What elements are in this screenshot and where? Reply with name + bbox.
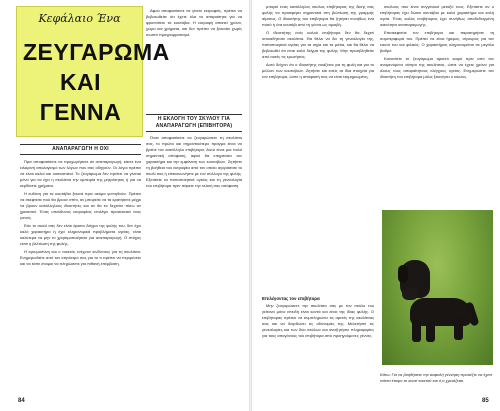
chapter-title-line2: ΚΑΙ ΓΕΝΝΑ <box>39 69 122 125</box>
right-col1-body <box>262 4 374 294</box>
right-col1-paragraph-a: μπορεί ένας κατάλληλος σκύλος επιβήτορας της δικής σας φυλής να προσφέρει σημαντικά στη βελτίωση της γραμμής αίματος. Ο ιδιοκτήτης του επιβήτορα θα ζητήσει συνήθως ένα ποσό ή ένα κουτάβι από τη γέννα ως αμοιβή. <box>262 4 374 27</box>
right-col1-paragraph-b: Ο ιδιοκτήτης ενός καλού επιβήτορα δεν θα δεχτεί οποιαδήποτε σκυλίτσα. Θα θέλει να δει τη γενεαλογία της, πιστοποιητικά υγείας για τα ισχία και τα μάτια, και θα θέλει να βεβαιωθεί ότι είναι καλό δείγμα της φυλής. Μην προσβληθείτε από αυτές τις ερωτήσεις. <box>262 30 374 59</box>
right-col1-body-2 <box>262 303 374 395</box>
left-col1-body <box>20 159 141 391</box>
page-number-left: 84 <box>18 398 25 404</box>
chapter-label: Κεφάλαιο Ένα <box>38 12 121 25</box>
dog-ear <box>398 265 408 283</box>
chapter-title-box <box>16 6 170 137</box>
intro-paragraph: Αφού αποφασίσετε να γίνετε εκτροφείς, πρέπει να βεβαιωθείτε ότι έχετε όλα τα απαραίτητα για να φροντίσετε τα κουτάβια. Η εκτροφή απαιτεί χρόνο, χώρο και χρήματα, και δεν πρέπει να ξεκινάει χωρίς σωστό προγραμματισμό. <box>146 8 242 37</box>
section1-paragraph-a: Πριν αποφασίσετε να προχωρήσετε σε αναπαραγωγή, κάντε ένα ειλικρινή απολογισμό των λόγων που σας οδηγούν. Οι λόγοι πρέπει να είναι καλοί και ουσιαστικοί. Το ζευγάρωμα δεν πρέπει να γίνεται μόνο για να έχει η σκυλίτσα την εμπειρία της μητρότητας ή για να κερδίσετε χρήματα. <box>20 159 141 188</box>
page-number-right: 85 <box>482 398 489 404</box>
right-col1-paragraph-d: Μην ζευγαρώσετε την σκυλίτσα σας με τον σκύλο του γείτονα μόνο επειδή είναι κοντά και είναι της ίδιας φυλής. Ο επιβήτορας πρέπει να συμπληρώνει τις αρετές της σκυλίτσας σας και να διορθώνει τις αδυναμίες της. Μελετήστε τις γενεαλογίες και των δύο σκύλων και αναζητήστε πληροφορίες για τους απογόνους του επιβήτορα από προηγούμενες γέννες. <box>262 303 374 338</box>
right-col1-paragraph-c: Αυτό δείχνει ότι ο ιδιοκτήτης νοιάζεται για τη φυλή και για το μέλλον των κουταβιών. Ζητήστε και εσείς τα ίδια στοιχεία για τον επιβήτορα, ώστε η απόφασή σας να είναι τεκμηριωμένη. <box>262 62 374 79</box>
dog-leg <box>454 318 463 340</box>
right-page <box>252 0 500 411</box>
photo-caption: Κάτω: Για να βοηθήσετε την ασφαλή γέννηση προσέξτε να έχετε πάντα έτοιμο το κουτί τοκετού και ό,τι χρειάζεται. <box>380 372 493 383</box>
left-col2-intro <box>146 8 242 66</box>
section1-paragraph-d: Η εγκυμοσύνη και ο τοκετός ενέχουν κινδύνους για τη σκυλίτσα. Ενημερωθείτε από τον κτηνίατρό σας για το τι πρέπει να περιμένετε και να είστε έτοιμοι να πληρώσετε για πιθανή επέμβαση. <box>20 249 141 266</box>
chapter-title-line1: ΖΕΥΓΑΡΩΜΑ <box>23 39 170 65</box>
dog-leg <box>412 320 421 342</box>
section1-heading: ΑΝΑΠΑΡΑΓΩΓΗ Η ΟΧΙ <box>20 144 141 155</box>
right-col2-paragraph-b: Επισκεφτείτε τον επιβήτορα και παρατηρήστε τη συμπεριφορά του. Πρέπει να είναι ήρεμος, σίγουρος για τον εαυτό του και φιλικός. Ο χαρακτήρας κληρονομείται σε μεγάλο βαθμό. <box>380 30 494 53</box>
dog-photo <box>382 210 493 365</box>
section1-paragraph-b: Η ευθύνη για τα κουτάβια ξεκινά πριν ακόμα γεννηθούν. Πρέπει να σκεφτείτε πού θα βρουν σπίτι, αν μπορείτε να τα κρατήσετε μέχρι να βρουν κατάλληλους ιδιοκτήτες και αν θα τα δεχτείτε πίσω αν χρειαστεί. Ένας υπεύθυνος εκτροφέας επιλέγει προσεκτικά τους γονείς. <box>20 191 141 220</box>
left-col2-body <box>146 135 242 391</box>
chapter-title <box>23 37 170 127</box>
section1-paragraph-c: Εάν το σκυλί σας δεν είναι άριστο δείγμα της φυλής του, δεν έχει καλό χαρακτήρα ή έχει κληρονομικά προβλήματα υγείας, είναι καλύτερα να μην το χρησιμοποιήσετε για αναπαραγωγή. Ο στόχος είναι η βελτίωση της φυλής. <box>20 223 141 246</box>
section2-heading: Η ΕΚΛΟΓΗ ΤΟΥ ΣΚΥΛΟΥ ΓΙΑ ΑΝΑΠΑΡΑΓΩΓΗ (ΕΠΙΒΗΤΟΡΑ) <box>146 114 242 132</box>
right-col2-body <box>380 4 494 204</box>
right-subheading: Επιλέγοντας τον επιβήτορα <box>262 296 320 301</box>
dog-leg <box>426 322 435 342</box>
section2-paragraph: Όταν αποφασίσετε να ζευγαρώσετε τη σκυλίτσα σας, το πρώτο και σημαντικότερο πράγμα είναι να βρείτε τον κατάλληλο επιβήτορα. Αυτό είναι μια πολύ σημαντική απόφαση, αφού θα επηρεάσει τον χαρακτήρα και την εμφάνιση των κουταβιών. Ζητήστε τη βοήθεια του εκτροφέα από τον οποίο αγοράσατε το σκυλί σας ή επικοινωνήστε με τον σύλλογο της φυλής. Εξετάστε τα πιστοποιητικά υγείας και τη γενεαλογία του επιβήτορα πριν πάρετε την τελική σας απόφαση. <box>146 135 242 188</box>
right-col2-paragraph-c: Κανονίστε το ζευγάρωμα αρκετό καιρό πριν από τον αναμενόμενο οίστρο της σκυλίτσας, ώστε να έχετε χρόνο για όλους τους απαραίτητους ελέγχους υγείας. Ενημερώστε τον ιδιοκτήτη του επιβήτορα μόλις ξεκινήσει ο κύκλος. <box>380 56 494 79</box>
right-col2-paragraph-a: σκύλους που είναι συγγενικοί μεταξύ τους. Εξετάστε αν ο επιβήτορας έχει δώσει κουτάβια με καλό χαρακτήρα και καλή υγεία. Ένας καλός επιβήτορας έχει συνήθως αποδεδειγμένη ικανότητα αναπαραγωγής. <box>380 4 494 27</box>
dog-muzzle <box>402 288 418 300</box>
